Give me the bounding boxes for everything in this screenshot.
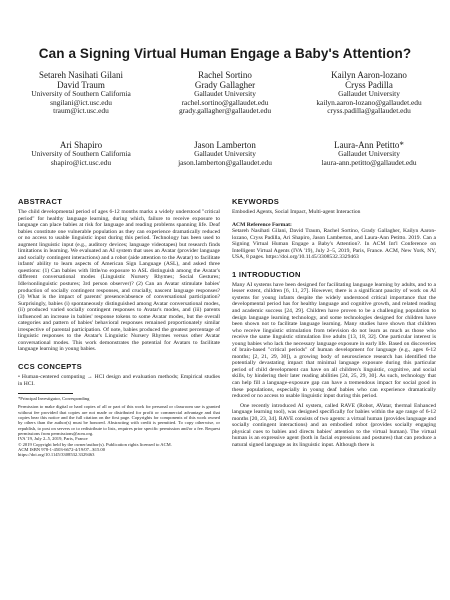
introduction-heading: 1 INTRODUCTION [232, 269, 301, 279]
ccs-heading: CCS CONCEPTS [18, 362, 82, 372]
author-affiliation: University of Southern California [31, 89, 131, 98]
reference-format-heading: ACM Reference Format: [232, 221, 292, 228]
author-card [294, 140, 444, 167]
author-card [294, 70, 444, 116]
paper-title: Can a Signing Virtual Human Engage a Baby's Attention? [38, 46, 412, 61]
author-name: Grady Gallagher [194, 80, 256, 90]
author-affiliation: Gallaudet University [338, 89, 400, 98]
keywords-heading: KEYWORDS [232, 197, 280, 206]
author-card [150, 140, 300, 167]
author-name: Laura-Ann Petitto* [334, 140, 404, 150]
author-email[interactable]: rachel.sortino@gallaudet.edu [181, 97, 269, 107]
author-email[interactable]: kailyn.aaron-lozano@gallaudet.edu [316, 97, 422, 107]
right-column [232, 197, 436, 452]
author-email[interactable]: shapiro@ict.usc.edu [50, 157, 112, 167]
venue-line: IVA '19, July 2–5, 2019, Paris, France [18, 436, 88, 442]
reference-format-text: Setareh Nasihati Gilani, David Traum, Rachel Sortino, Grady Gallagher, Kailyn Aaron-lozano, Cryss Padilla, Ari Shapiro, Jason Lamberton, and Laura-Ann Petitto. 2019. Can a Signing Virtual Human Engage a Baby's Attention?. In ACM Int'l Conference on Intelligent Virtual Agents (IVA '19), July 2–5, 2019, Paris, France. ACM, New York, NY, USA, 8 pages. https://doi.org/10.1145/3308532.3329463 [232, 228, 436, 261]
isbn-line: ACM ISBN 978-1-4503-6672-4/19/07...$15.00 [18, 446, 106, 452]
author-name: Ari Shapiro [59, 140, 103, 150]
ccs-text: • Human-centered computing → HCI design and evaluation methods; Empirical studies in HCI. [18, 374, 220, 387]
permission-notice: Permission to make digital or hard copies of all or part of this work for personal or classroom use is granted without fee provided that copies are not made or distributed for profit or commercial advantage and that copies bear this notice and the full citation on the first page. Copyrights for components of this work owned by others than the author(s) must be honored. Abstracting with credit is permitted. To copy otherwise, or republish, to post on servers or to redistribute to lists, requires prior specific permission and/or a fee. Request permissions from permissions@acm.org. [18, 404, 220, 436]
author-name: Rachel Sortino [198, 70, 252, 80]
author-email[interactable]: laura-ann.petitto@gallaudet.edu [321, 157, 417, 167]
corresponding-note: *Principal Investigator, Corresponding [18, 396, 90, 402]
footnote-divider [18, 393, 73, 394]
author-affiliation: University of Southern California [31, 149, 131, 158]
introduction-paragraph: One recently introduced AI system, called RAVE (Robot, AVatar, thermal Enhanced language learning tool), was designed specifically for babies within the age range of 6-12 months [20, 23, 34]. RAVE consists of two agents: a virtual human (provides language and socially contingent interactions) and an embodied robot (provides socially engaging physical cues to babies and directs babies' attention to the virtual human). The virtual human is an expressive agent (both in facial expressions and postures) that can produce a natural signed language as its linguistic input. Although there is [232, 402, 436, 448]
doi-link[interactable]: https://doi.org/10.1145/3308532.3329463 [18, 452, 95, 458]
author-name: Kailyn Aaron-lozano [331, 70, 407, 80]
keywords-text: Embodied Agents, Social Impact, Multi-agent Interaction [232, 209, 361, 215]
author-card [6, 70, 156, 116]
author-name: David Traum [57, 80, 105, 90]
author-affiliation: Gallaudet University [338, 149, 400, 158]
author-email[interactable]: jason.lamberton@gallaudet.edu [178, 157, 272, 167]
copyright-line: © 2019 Copyright held by the owner/author(s). Publication rights licensed to ACM. [18, 441, 172, 447]
abstract-heading: ABSTRACT [18, 197, 63, 206]
author-email[interactable]: cryss.padilla@gallaudet.edu [327, 106, 411, 116]
author-email[interactable]: traum@ict.usc.edu [53, 106, 109, 116]
author-name: Jason Lamberton [194, 140, 256, 150]
author-card [150, 70, 300, 116]
abstract-text: The child developmental period of ages 6-12 months marks a widely understood "critical period" for healthy language learning, during which, failure to receive exposure to language can place babies at risk for language and reading problems spanning life. Deaf babies constitute one vulnerable population as they can experience dramatically reduced or no access to usable linguistic input during this period. Technology has been used to augment linguistic input (e.g., auditory devices; language videotapes) but research finds limitations in learning. We evaluated an AI system that uses an Avatar (provider language and socially contingent interactions) and a robot (aide attention to the Avatar) to facilitate infants' ability to learn aspects of American Sign Language (ASL), and asked three questions: (1) Can babies with little/no exposure to ASL distinguish among the Avatar's different conversational modes (Linguistic Nursery Rhymes; Social Gestures; Idle/nonlinguistic postures; 3rd person observer)? (2) Can an Avatar stimulate babies' production of socially contingent responses, and crucially, nascent language responses? (3) What is the impact of parents' presence/absence of conversational participation? Surprisingly, babies (i) spontaneously distinguished among Avatar conversational modes, (ii) produced varied socially contingent responses to Avatar's modes, and (iii) parents influenced an increase in babies' response tokens to some Avatar modes, but the overall categories and pattern of babies' behavioral responses remained proportionately similar irrespective of parental participation. Of note, babies produced the greatest percentage of linguistic responses to the Avatar's Linguistic Nursery Rhymes versus other Avatar conversational modes. This work demonstrates the potential for Avatars to facilitate language learning in young babies. [18, 209, 220, 353]
author-affiliation: Gallaudet University [194, 89, 256, 98]
author-name: Cryss Padilla [345, 80, 393, 90]
author-card [6, 140, 156, 167]
author-name: Setareh Nasihati Gilani [39, 70, 123, 80]
author-email[interactable]: sngilani@ict.usc.edu [50, 97, 112, 107]
author-affiliation: Gallaudet University [194, 149, 256, 158]
left-column [18, 197, 220, 457]
introduction-paragraph: Many AI systems have been designed for facilitating language learning by adults, and to a lesser extent, children [6, 11, 27]. However, there is a significant paucity of work on AI systems for young infants despite the widely understood critical importance that the developmental period has for healthy language and cognitive growth, and related reading and academic success [24, 29]. Children have proven to be a challenging population to design language learning technology, and some technologies designed for children have been shown not to facilitate language learning. Many studies have shown that children who receive linguistic stimulation from television do not learn as much as those who receive the same linguistic stimulation live adults [13, 18, 32]. One particular interest is young babies who lack the necessary language exposure in early life. Based on discoveries of brain-based "critical periods" of human development for language (e.g., ages 6-12 months; [2, 21, 29, 30]), a growing body of neuroscience research has identified the potentially devastating impact that minimal language exposure during this particular period of child development can have on all children's linguistic, cognitive, and social skills, by hindering their later reading abilities [24, 25, 29, 30]. As such, technology that can help fill a language-exposure gap can have a tremendous impact for social good in these populations, especially in young deaf babies who can experience dramatically reduced or no access to usable linguistic input during this period. [232, 281, 436, 400]
author-email[interactable]: grady.gallagher@gallaudet.edu [178, 106, 272, 116]
